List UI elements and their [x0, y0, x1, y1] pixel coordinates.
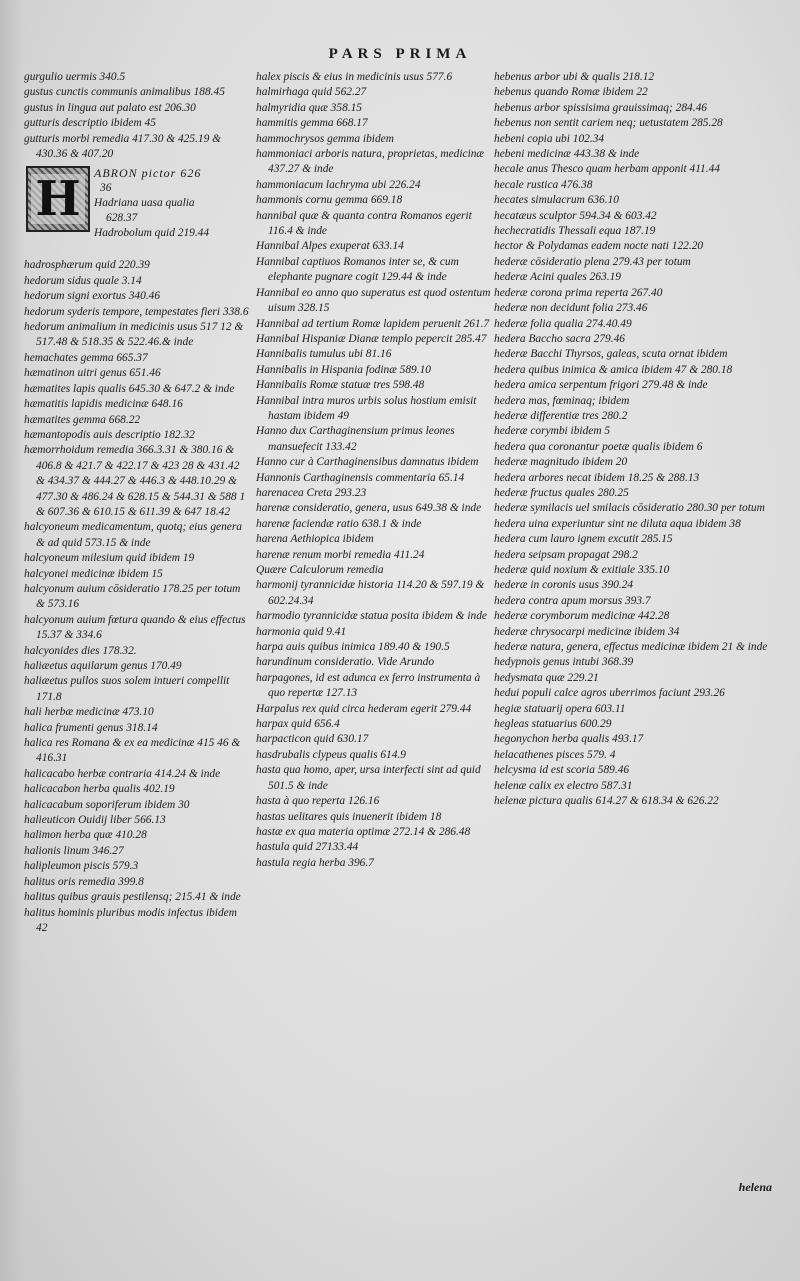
index-entry: hæmatites gemma 668.22 — [24, 413, 141, 426]
index-entry: hederæ fructus quales 280.25 — [494, 486, 629, 499]
index-entry: halmirhaga quid 562.27 — [256, 86, 367, 99]
dropcap-line: Hadrobolum quid 219.44 — [94, 227, 210, 240]
index-entry: hegonychon herba qualis 493.17 — [494, 733, 644, 746]
index-entry: hedera quibus inimica & amica ibidem 47 & 280.18 — [494, 363, 733, 376]
index-entry: hedypnois genus intubi 368.39 — [494, 656, 634, 669]
index-entry: hederæ in coronis usus 390.24 — [494, 579, 634, 592]
index-entry: halcyoneum milesium quid ibidem 19 — [24, 552, 195, 565]
index-entry: hederæ chrysocarpi medicinæ ibidem 34 — [494, 625, 680, 638]
index-column-1 — [24, 70, 249, 936]
dropcap-line: 628.37 — [106, 212, 138, 225]
index-entry: Hannibal Alpes exuperat 633.14 — [256, 240, 404, 253]
index-column-2 — [256, 70, 491, 871]
index-entry: hastæ ex qua materia optimæ 272.14 & 286.48 — [256, 825, 471, 838]
index-entry: halica frumenti genus 318.14 — [24, 721, 158, 734]
index-entry: hedorum syderis tempore, tempestates fieri 338.6 — [24, 305, 249, 318]
index-entry: Hannibalis tumulus ubi 81.16 — [256, 348, 392, 361]
index-entry: hedera seipsam propagat 298.2 — [494, 548, 638, 561]
index-entry: gustus cunctis communis animalibus 188.45 — [24, 86, 225, 99]
dropcap-block — [24, 164, 249, 256]
index-entry: hechecratidis Thessali equa 187.19 — [494, 225, 656, 238]
index-entry: hederæ Bacchi Thyrsos, galeas, scuta ornat ibidem — [494, 348, 728, 361]
index-entry: hedera qua coronantur poetæ qualis ibidem 6 — [494, 440, 703, 453]
index-entry: hederæ folia qualia 274.40.49 — [494, 317, 632, 330]
index-entry: hasta à quo reperta 126.16 — [256, 795, 380, 808]
index-entry: hedera Baccho sacra 279.46 — [494, 332, 625, 345]
index-entry: hammonis cornu gemma 669.18 — [256, 194, 403, 207]
index-entry: hammochrysos gemma ibidem — [256, 132, 394, 145]
index-entry: hederæ corymbi ibidem 5 — [494, 425, 611, 438]
index-entry: Hanno dux Carthaginensium primus leones mansuefecit 133.42 — [256, 425, 455, 453]
decorated-initial — [26, 166, 90, 232]
index-entry: Hannibalis Romæ statuæ tres 598.48 — [256, 379, 425, 392]
index-entry: Harpalus rex quid circa hederam egerit 279.44 — [256, 702, 472, 715]
index-entry: halica res Romana & ex ea medicinæ 415 46 & 416.31 — [24, 737, 241, 765]
index-entry: helenæ calix ex electro 587.31 — [494, 779, 633, 792]
index-entry: hæmatitis lapidis medicinæ 648.16 — [24, 398, 183, 411]
column-1-entries-bottom — [24, 258, 249, 936]
running-header: PARS PRIMA — [328, 46, 472, 62]
index-entry: hæmantopodis auis descriptio 182.32 — [24, 428, 195, 441]
index-entry: hederæ natura, genera, effectus medicinæ ibidem 21 & inde — [494, 641, 768, 654]
index-entry: halcyonei medicinæ ibidem 15 — [24, 567, 163, 580]
index-entry: hebenus arbor ubi & qualis 218.12 — [494, 71, 655, 83]
index-entry: hector & Polydamas eadem nocte nati 122.20 — [494, 240, 704, 253]
index-entry: halex piscis & eius in medicinis usus 577.6 — [256, 71, 453, 83]
dropcap-line: ABRON pictor 626 — [94, 166, 202, 181]
index-entry: hammoniaci arboris natura, proprietas, medicinæ 437.27 & inde — [256, 148, 485, 176]
index-entry: hedorum animalium in medicinis usus 517 12 & 517.48 & 518.35 & 522.46.& inde — [24, 321, 244, 349]
index-entry: harena Aethiopica ibidem — [256, 533, 374, 546]
index-entry: hedera uina experiuntur sint ne diluta aqua ibidem 38 — [494, 517, 741, 530]
index-entry: hadrosphærum quid 220.39 — [24, 259, 150, 272]
index-entry: Hannibal captiuos Romanos inter se, & cum elephante pugnare cogit 129.44 & inde — [256, 255, 459, 284]
index-entry: hedui populi calce agros uberrimos faciunt 293.26 — [494, 687, 725, 700]
index-entry: gutturis descriptio ibidem 45 — [24, 117, 156, 130]
index-entry: hederæ Acini quales 263.19 — [494, 271, 621, 284]
index-entry: halimon herba quæ 410.28 — [24, 829, 147, 842]
index-entry: halitus hominis pluribus modis infectus ibidem 42 — [24, 906, 237, 934]
index-entry: hedera cum lauro ignem excutit 285.15 — [494, 533, 673, 546]
index-entry: harmonia quid 9.41 — [256, 625, 347, 638]
index-entry: harpax quid 656.4 — [256, 718, 340, 731]
index-entry: halieuticon Ouidij liber 566.13 — [24, 814, 166, 827]
index-entry: halcyonides dies 178.32. — [24, 644, 137, 657]
index-entry: hæmorrhoidum remedia 366.3.31 & 380.16 & 406.8 & 421.7 & 422.17 & 423 28 & 431.42 & 434.37 & 444.27 & 446.3 & 448.10.29 & 477.30 & 486.24 & 628.15 & 544.31 & 588 1 & 607.36 & 610.15 & 611.39 & 647 18.42 — [24, 444, 246, 518]
index-entry: harenæ faciendæ ratio 638.1 & inde — [256, 517, 422, 530]
index-entry: hederæ symilacis uel smilacis cōsideratio 280.30 per totum — [494, 502, 765, 515]
index-entry: hederæ corona prima reperta 267.40 — [494, 286, 663, 299]
index-entry: hammoniacum lachryma ubi 226.24 — [256, 178, 421, 191]
index-entry: halipleumon piscis 579.3 — [24, 860, 139, 873]
index-entry: harmonij tyrannicidæ historia 114.20 & 597.19 & 602.24.34 — [256, 579, 485, 607]
index-entry: hebenus quando Romæ ibidem 22 — [494, 86, 648, 99]
index-entry: hastula quid 27133.44 — [256, 841, 359, 854]
index-entry: hegleas statuarius 600.29 — [494, 718, 612, 731]
index-entry: hederæ non decidunt folia 273.46 — [494, 302, 648, 315]
dropcap-line: 36 — [100, 182, 112, 195]
index-entry: hæmatites lapis qualis 645.30 & 647.2 & inde — [24, 382, 235, 395]
catchword: helena — [738, 1180, 772, 1194]
index-entry: haliæetus pullos suos solem intueri compellit 171.8 — [24, 675, 230, 703]
index-entry: hæmatinon uitri genus 651.46 — [24, 367, 161, 380]
index-entry: halitus oris remedia 399.8 — [24, 875, 144, 888]
index-entry: hederæ differentiæ tres 280.2 — [494, 409, 628, 422]
index-entry: Hannibal eo anno quo superatus est quod ostentum uisum 328.15 — [256, 286, 491, 315]
index-entry: hedorum signi exortus 340.46 — [24, 290, 161, 303]
index-entry: hemachates gemma 665.37 — [24, 351, 148, 364]
index-entry: hederæ cōsideratio plena 279.43 per totum — [494, 255, 691, 268]
index-entry: harpagones, id est adunca ex ferro instrumenta à quo repertæ 127.13 — [256, 671, 481, 700]
index-entry: haliæetus aquilarum genus 170.49 — [24, 660, 182, 672]
index-entry: hastas uelitares quis inuenerit ibidem 18 — [256, 810, 442, 823]
index-entry: helacathenes pisces 579. 4 — [494, 748, 616, 761]
index-entry: hegiæ statuarij opera 603.11 — [494, 702, 626, 715]
index-entry: hederæ quid noxium & exitiale 335.10 — [494, 564, 670, 576]
index-entry: hedorum sidus quale 3.14 — [24, 274, 142, 287]
index-entry: hedera mas, fœminaq; ibidem — [494, 394, 630, 407]
index-entry: hebenus non sentit cariem neq; uetustatem 285.28 — [494, 117, 723, 130]
index-entry: helcysma id est scoria 589.46 — [494, 764, 630, 777]
index-entry: halitus quibus grauis pestilensq; 215.41 & inde — [24, 891, 241, 904]
index-entry: harenæ consideratio, genera, usus 649.38 & inde — [256, 502, 482, 515]
index-entry: Hannibal ad tertium Romæ lapidem peruenit 261.7 — [256, 317, 490, 330]
index-entry: hecates simulacrum 636.10 — [494, 194, 619, 207]
index-entry: harenæ renum morbi remedia 411.24 — [256, 548, 425, 561]
index-entry: harenacea Creta 293.23 — [256, 486, 367, 499]
index-entry: hedysmata quæ 229.21 — [494, 671, 599, 684]
index-column-3 — [494, 70, 784, 810]
index-entry: halionis linum 346.27 — [24, 844, 124, 857]
index-entry: hedera arbores necat ibidem 18.25 & 288.13 — [494, 471, 700, 484]
index-entry: hecale anus Thesco quam herbam apponit 411.44 — [494, 163, 720, 176]
index-entry: hecatæus sculptor 594.34 & 603.42 — [494, 209, 657, 222]
index-entry: gustus in lingua aut palato est 206.30 — [24, 101, 196, 114]
decorated-initial-letter: H — [31, 174, 84, 224]
index-entry: gutturis morbi remedia 417.30 & 425.19 & 430.36 & 407.20 — [24, 132, 222, 161]
index-entry: Hannonis Carthaginensis commentaria 65.14 — [256, 471, 465, 484]
index-entry: harundinum consideratio. Vide Arundo — [256, 656, 435, 669]
index-entry: halmyridia quæ 358.15 — [256, 101, 362, 114]
index-entry: hederæ corymborum medicinæ 442.28 — [494, 610, 670, 623]
index-entry: halcyonum auium cōsideratio 178.25 per totum & 573.16 — [24, 582, 241, 611]
index-entry: Hanno cur à Carthaginensibus damnatus ibidem — [256, 456, 479, 469]
index-entry: hasdrubalis clypeus qualis 614.9 — [256, 748, 406, 761]
index-entry: halcyonum auium fœtura quando & eius effectus 15.37 & 334.6 — [24, 613, 246, 642]
index-entry: hebeni medicinæ 443.38 & inde — [494, 148, 640, 161]
index-entry: helenæ pictura qualis 614.27 & 618.34 & 626.22 — [494, 795, 719, 808]
index-entry: halicacabum soporiferum ibidem 30 — [24, 798, 190, 811]
index-entry: hecale rustica 476.38 — [494, 178, 593, 191]
index-entry: harmodio tyrannicidæ statua posita ibidem & inde — [256, 610, 487, 623]
dropcap-line: Hadriana uasa qualia — [94, 197, 195, 210]
index-entry: hebenus arbor spissisima grauissimaq; 284.46 — [494, 101, 707, 114]
index-entry: hedera contra apum morsus 393.7 — [494, 594, 651, 607]
index-entry: halicacabon herba qualis 402.19 — [24, 783, 175, 796]
index-entry: halicacabo herbæ contraria 414.24 & inde — [24, 767, 221, 780]
index-entry: Quære Calculorum remedia — [256, 564, 384, 576]
index-entry: hali herbæ medicinæ 473.10 — [24, 706, 154, 719]
index-entry: hasta qua homo, aper, ursa interfecti sint ad quid 501.5 & inde — [256, 764, 481, 792]
index-entry: Hannibal Hispaniæ Dianæ templo pepercit 285.47 — [256, 332, 487, 345]
index-entry: halcyoneum medicamentum, quotq; eius genera & ad quid 573.15 & inde — [24, 521, 242, 549]
index-entry: Hannibalis in Hispania fodinæ 589.10 — [256, 363, 431, 376]
index-entry: hannibal quæ & quanta contra Romanos egerit 116.4 & inde — [256, 209, 472, 238]
index-entry: Hannibal intra muros urbis solus hostium emisit hastam ibidem 49 — [256, 394, 477, 422]
index-entry: harpacticon quid 630.17 — [256, 733, 369, 746]
index-entry: hedera amica serpentum frigori 279.48 & inde — [494, 379, 708, 392]
index-entry: hastula regia herba 396.7 — [256, 856, 374, 869]
index-entry: gurgulio uermis 340.5 — [24, 71, 126, 83]
index-entry: hebeni copia ubi 102.34 — [494, 132, 605, 145]
index-entry: harpa auis quibus inimica 189.40 & 190.5 — [256, 641, 450, 654]
index-entry: hederæ magnitudo ibidem 20 — [494, 456, 628, 469]
column-1-entries-top — [24, 70, 249, 162]
gutter-shadow — [0, 0, 24, 1281]
index-entry: hammitis gemma 668.17 — [256, 117, 368, 130]
